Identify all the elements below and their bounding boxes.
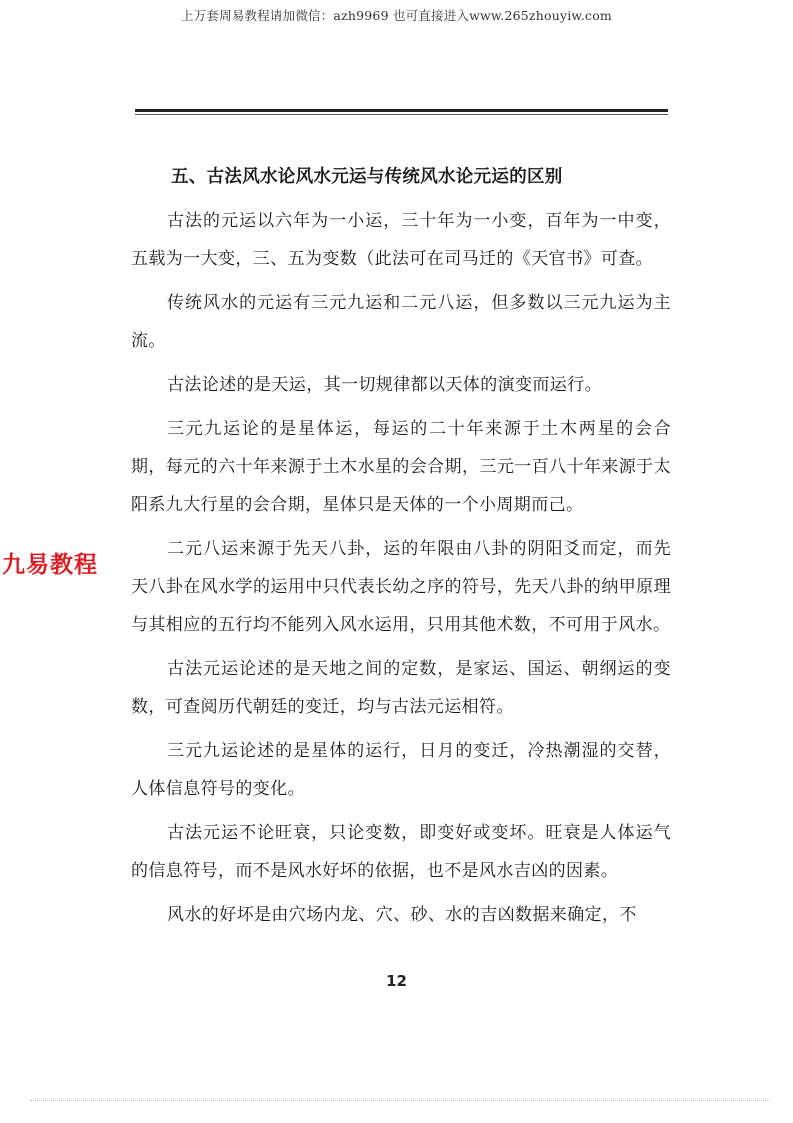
document-body bbox=[131, 158, 671, 940]
header-rule-thin bbox=[135, 114, 668, 115]
paragraph: 风水的好坏是由穴场内龙、穴、砂、水的吉凶数据来确定，不 bbox=[167, 905, 637, 925]
scan-edge-divider bbox=[30, 1100, 770, 1101]
paragraph: 古法元运论述的是天地之间的定数，是家运、国运、朝纲运的变数，可查阅历代朝廷的变迁，均与古法元运相符。 bbox=[131, 659, 671, 717]
paragraph: 传统风水的元运有三元九运和二元八运，但多数以三元九运为主流。 bbox=[131, 293, 671, 351]
paragraph: 三元九运论的是星体运，每运的二十年来源于土木两星的会合期，每元的六十年来源于土木水星的会合期，三元一百八十年来源于太阳系九大行星的会合期，星体只是天体的一个小周期而己。 bbox=[131, 419, 671, 515]
paragraph: 古法论述的是天运，其一切规律都以天体的演变而运行。 bbox=[167, 375, 602, 395]
section-title: 五、古法风水论风水元运与传统风水论元运的区别 bbox=[171, 167, 563, 187]
paragraph: 二元八运来源于先天八卦，运的年限由八卦的阴阳爻而定，而先天八卦在风水学的运用中只代表长幼之序的符号，先天八卦的纳甲原理与其相应的五行均不能列入风水运用，只用其他术数，不可用于风水。 bbox=[131, 539, 671, 635]
header-note: 上万套周易教程请加微信：azh9969 也可直接进入www.265zhouyiw.com bbox=[181, 8, 612, 23]
page-number: 12 bbox=[386, 972, 407, 990]
paragraph: 古法的元运以六年为一小运，三十年为一小变，百年为一中变，五载为一大变，三、五为变数（此法可在司马迁的《天官书》可查。 bbox=[131, 211, 671, 269]
paragraph: 古法元运不论旺衰，只论变数，即变好或变坏。旺衰是人体运气的信息符号，而不是风水好坏的依据，也不是风水吉凶的因素。 bbox=[131, 823, 671, 881]
watermark-logo-text: 九易教程 bbox=[2, 552, 98, 578]
header-rule-thick bbox=[135, 109, 668, 112]
paragraph: 三元九运论述的是星体的运行，日月的变迁，冷热潮湿的交替，人体信息符号的变化。 bbox=[131, 741, 671, 799]
